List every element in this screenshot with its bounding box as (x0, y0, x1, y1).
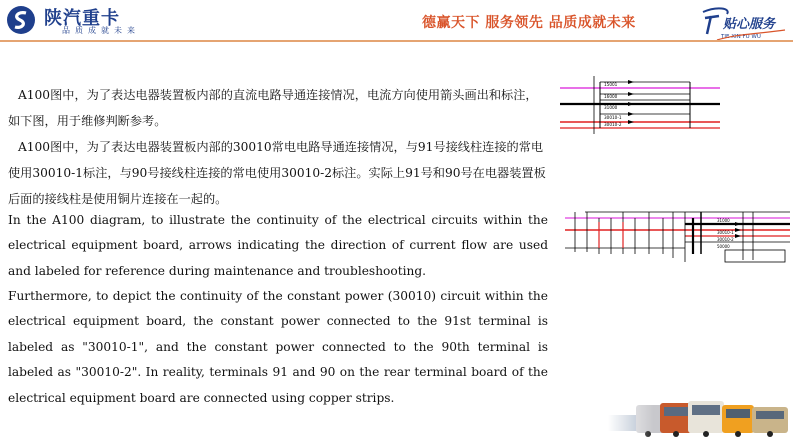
circuit-diagram-1 (560, 76, 720, 134)
paragraph-en-2: Furthermore, to depict the continuity of the constant power (30010) circuit within the electrical equipment board, the constant power connected to the 91st terminal is labeled as "30010-1", and the constant power connected to the 90th terminal is labeled as "30010-2". In reality, terminals 91 and 90 on the rear terminal board of the electrical equipment board are connected using copper strips. (8, 289, 548, 405)
service-logo (697, 4, 789, 42)
paragraph-zh-2: A100图中，为了表达电器装置板内部的30010常电电路导通连接情况，与91号接线柱连接的常电使用30010-1标注，与90号接线柱连接的常电使用30010-2标注。实际上91号和90号在电器装置板后面的接线柱是使用铜片连接在一起的。 (8, 140, 546, 206)
slogan: 德赢天下 服务领先 品质成就未来 (422, 15, 636, 31)
paragraph-en-1: In the A100 diagram, to illustrate the continuity of the electrical circuits within the electrical equipment board, arrows indicating the direction of current flow are used and labeled for reference during maintenance and troubleshooting. (8, 213, 548, 278)
diagram1-label-5: 30010-2 (604, 122, 622, 127)
diagram1-label-1: 15001 (604, 82, 618, 87)
diagram2-label-2: 30010-1 (717, 230, 734, 235)
diagram1-label-4: 30010-1 (604, 115, 622, 120)
diagram2-label-4: 50000 (717, 244, 730, 249)
circuit-diagram-2 (565, 208, 790, 272)
trucks-image (608, 397, 790, 437)
service-label: 贴心服务 (723, 17, 776, 32)
paragraph-zh-1: A100图中，为了表达电器装置板内部的直流电路导通连接情况，电流方向使用箭头画出和标注，如下图，用于维修判断参考。 (8, 88, 538, 128)
brand-tagline: 品质成就未来 (62, 26, 140, 35)
brand-name: 陕汽重卡 (44, 8, 120, 29)
header-divider (0, 40, 793, 42)
shacman-logo-icon (6, 5, 36, 35)
diagram1-label-2: 16000 (604, 94, 618, 99)
diagram1-label-3: 31000 (604, 105, 618, 110)
service-pinyin: TIE XIN FU WU (721, 34, 761, 40)
diagram2-label-1: 31000 (717, 218, 730, 223)
diagram2-label-3: 30010-2 (717, 237, 734, 242)
